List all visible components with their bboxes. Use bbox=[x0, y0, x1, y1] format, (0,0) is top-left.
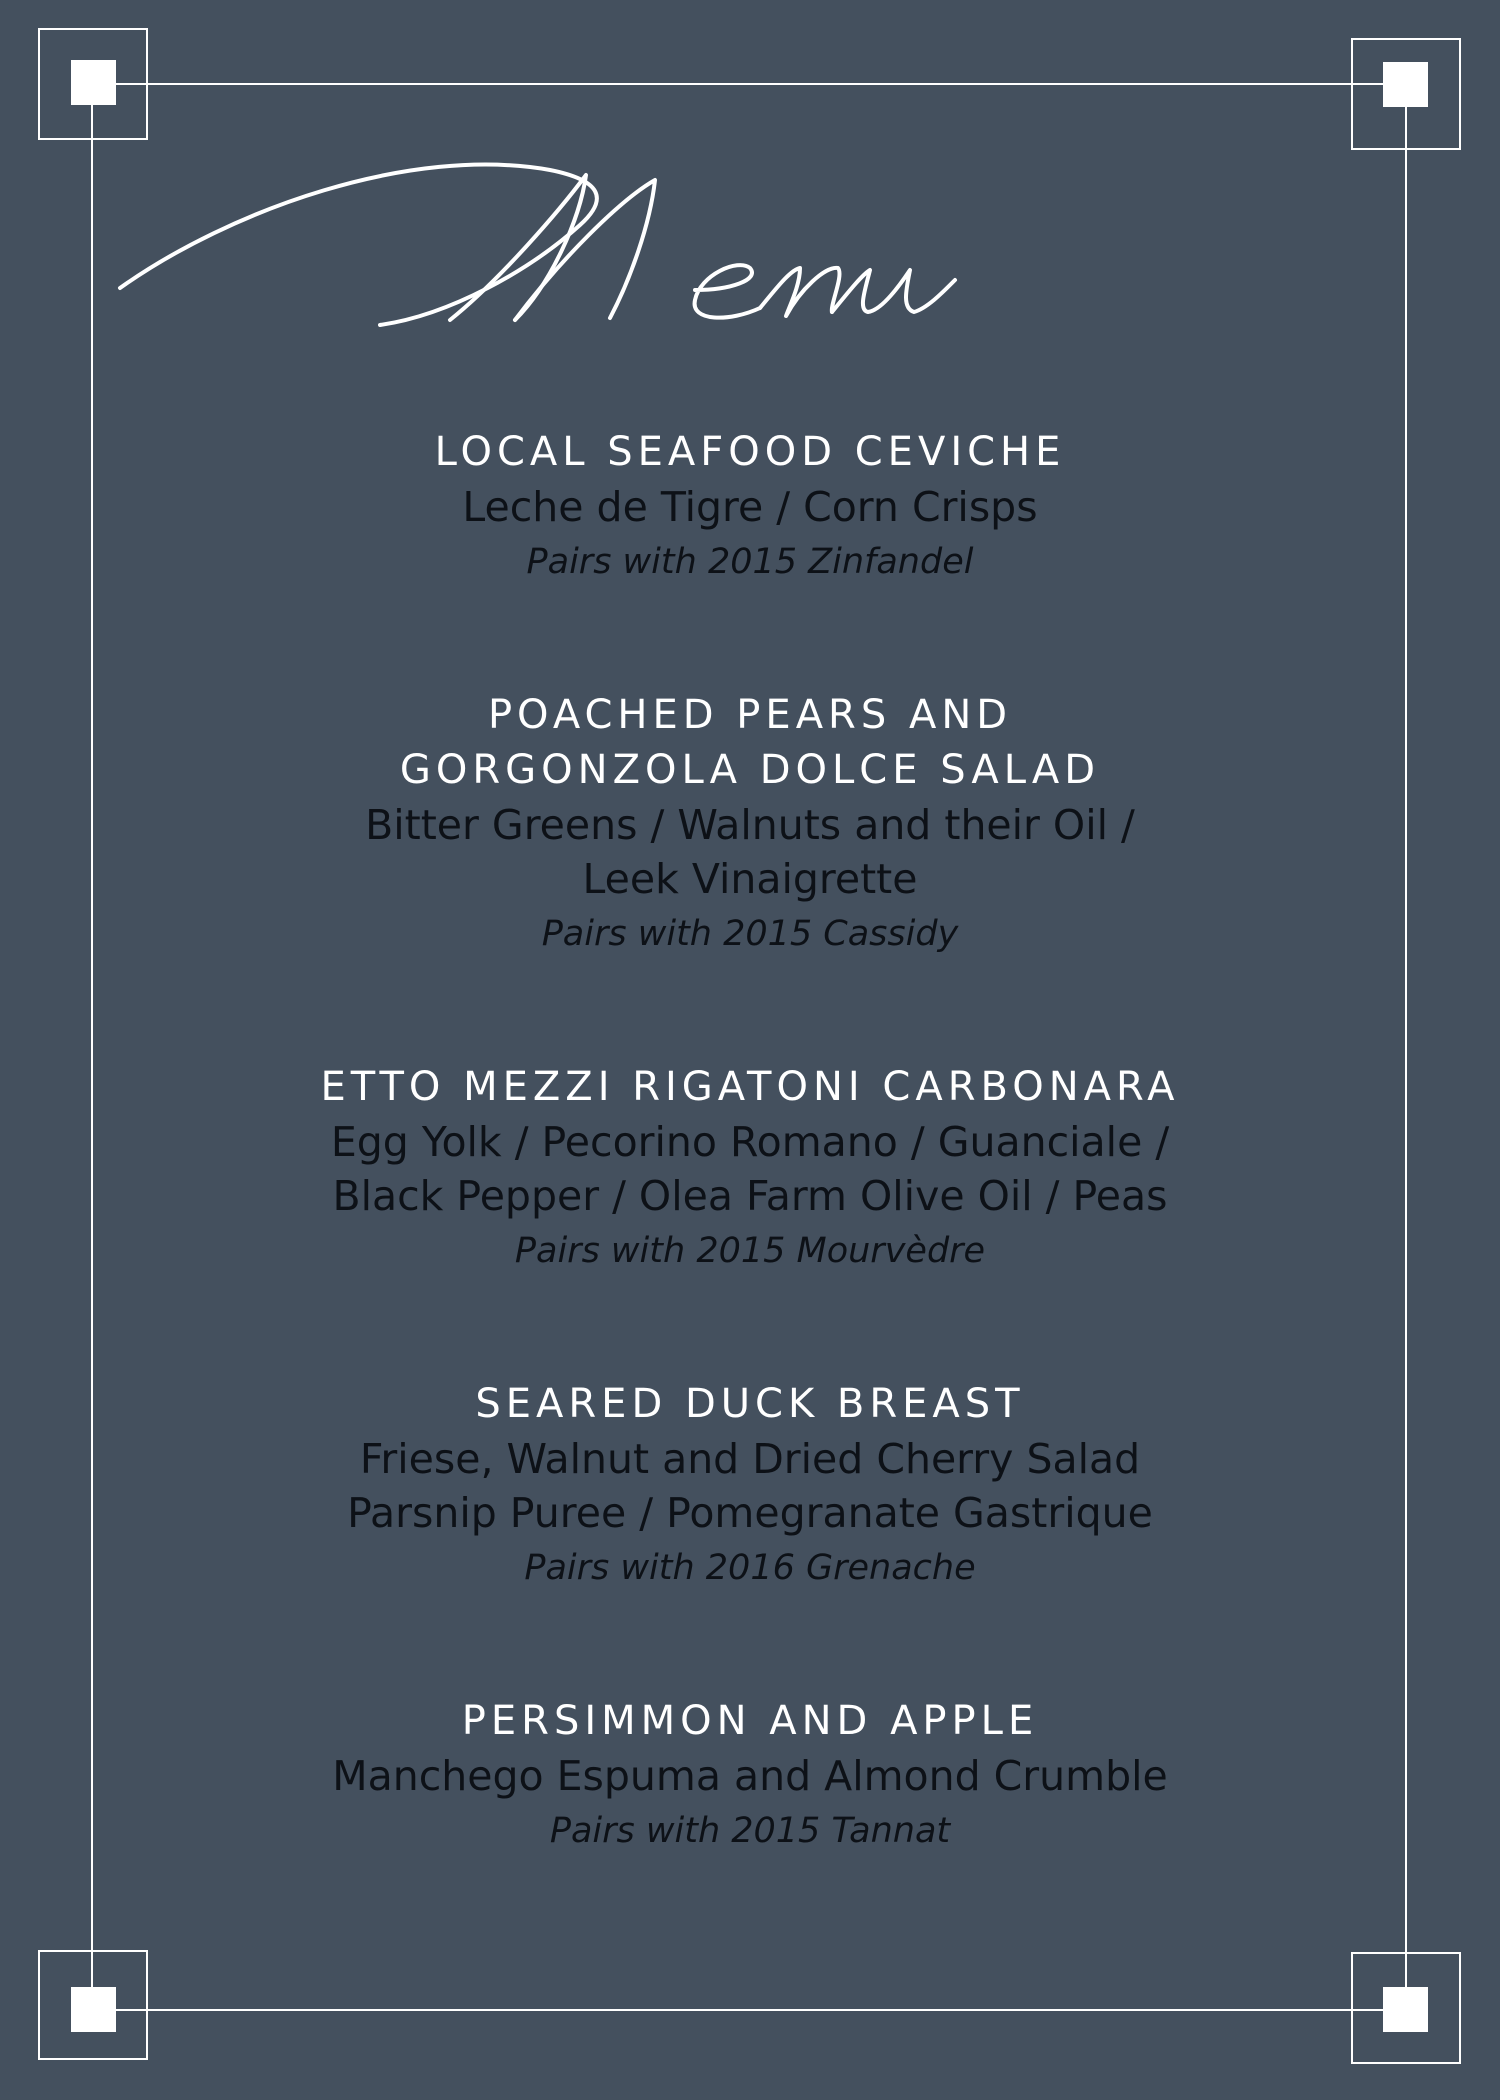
course-description: Black Pepper / Olea Farm Olive Oil / Peas bbox=[332, 1172, 1168, 1220]
course-pairing: Pairs with 2015 Tannat bbox=[549, 1811, 951, 1851]
corner-dot-top-right bbox=[1383, 62, 1428, 107]
course-description: Parsnip Puree / Pomegranate Gastrique bbox=[347, 1489, 1153, 1537]
course-description: Friese, Walnut and Dried Cherry Salad bbox=[359, 1435, 1141, 1483]
course-description: Manchego Espuma and Almond Crumble bbox=[332, 1752, 1168, 1800]
course-pairing: Pairs with 2015 Cassidy bbox=[541, 914, 959, 954]
corner-dot-bottom-right bbox=[1383, 1987, 1428, 2032]
course-persimmon-apple bbox=[150, 1694, 1350, 1859]
course-name: LOCAL SEAFOOD CEVICHE bbox=[434, 429, 1066, 475]
course-pairing: Pairs with 2016 Grenache bbox=[524, 1548, 976, 1588]
course-pairing: Pairs with 2015 Zinfandel bbox=[526, 542, 974, 582]
course-description: Bitter Greens / Walnuts and their Oil / bbox=[365, 801, 1135, 849]
course-description: Egg Yolk / Pecorino Romano / Guanciale / bbox=[330, 1118, 1170, 1166]
course-description: Leche de Tigre / Corn Crisps bbox=[462, 483, 1038, 531]
corner-dot-bottom-left bbox=[71, 1987, 116, 2032]
course-name: PERSIMMON AND APPLE bbox=[461, 1698, 1039, 1744]
course-name: SEARED DUCK BREAST bbox=[475, 1381, 1025, 1427]
course-description: Leek Vinaigrette bbox=[582, 855, 918, 903]
corner-square-top-right bbox=[1352, 39, 1460, 149]
course-seafood-ceviche bbox=[150, 425, 1350, 590]
corner-dot-top-left bbox=[71, 60, 116, 105]
corner-square-bottom-left bbox=[39, 1951, 147, 2059]
course-poached-pears-salad bbox=[150, 688, 1350, 962]
course-seared-duck-breast bbox=[150, 1377, 1350, 1596]
course-pairing: Pairs with 2015 Mourvèdre bbox=[514, 1231, 986, 1271]
course-name: GORGONZOLA DOLCE SALAD bbox=[399, 747, 1101, 793]
corner-square-top-left bbox=[39, 29, 147, 139]
course-name: POACHED PEARS AND bbox=[487, 692, 1013, 738]
course-name: ETTO MEZZI RIGATONI CARBONARA bbox=[320, 1064, 1180, 1110]
menu-title-script bbox=[110, 140, 1060, 360]
course-rigatoni-carbonara bbox=[150, 1060, 1350, 1279]
corner-square-bottom-right bbox=[1352, 1953, 1460, 2063]
menu-courses bbox=[150, 425, 1350, 1957]
menu-title-text bbox=[0, 21, 1, 22]
